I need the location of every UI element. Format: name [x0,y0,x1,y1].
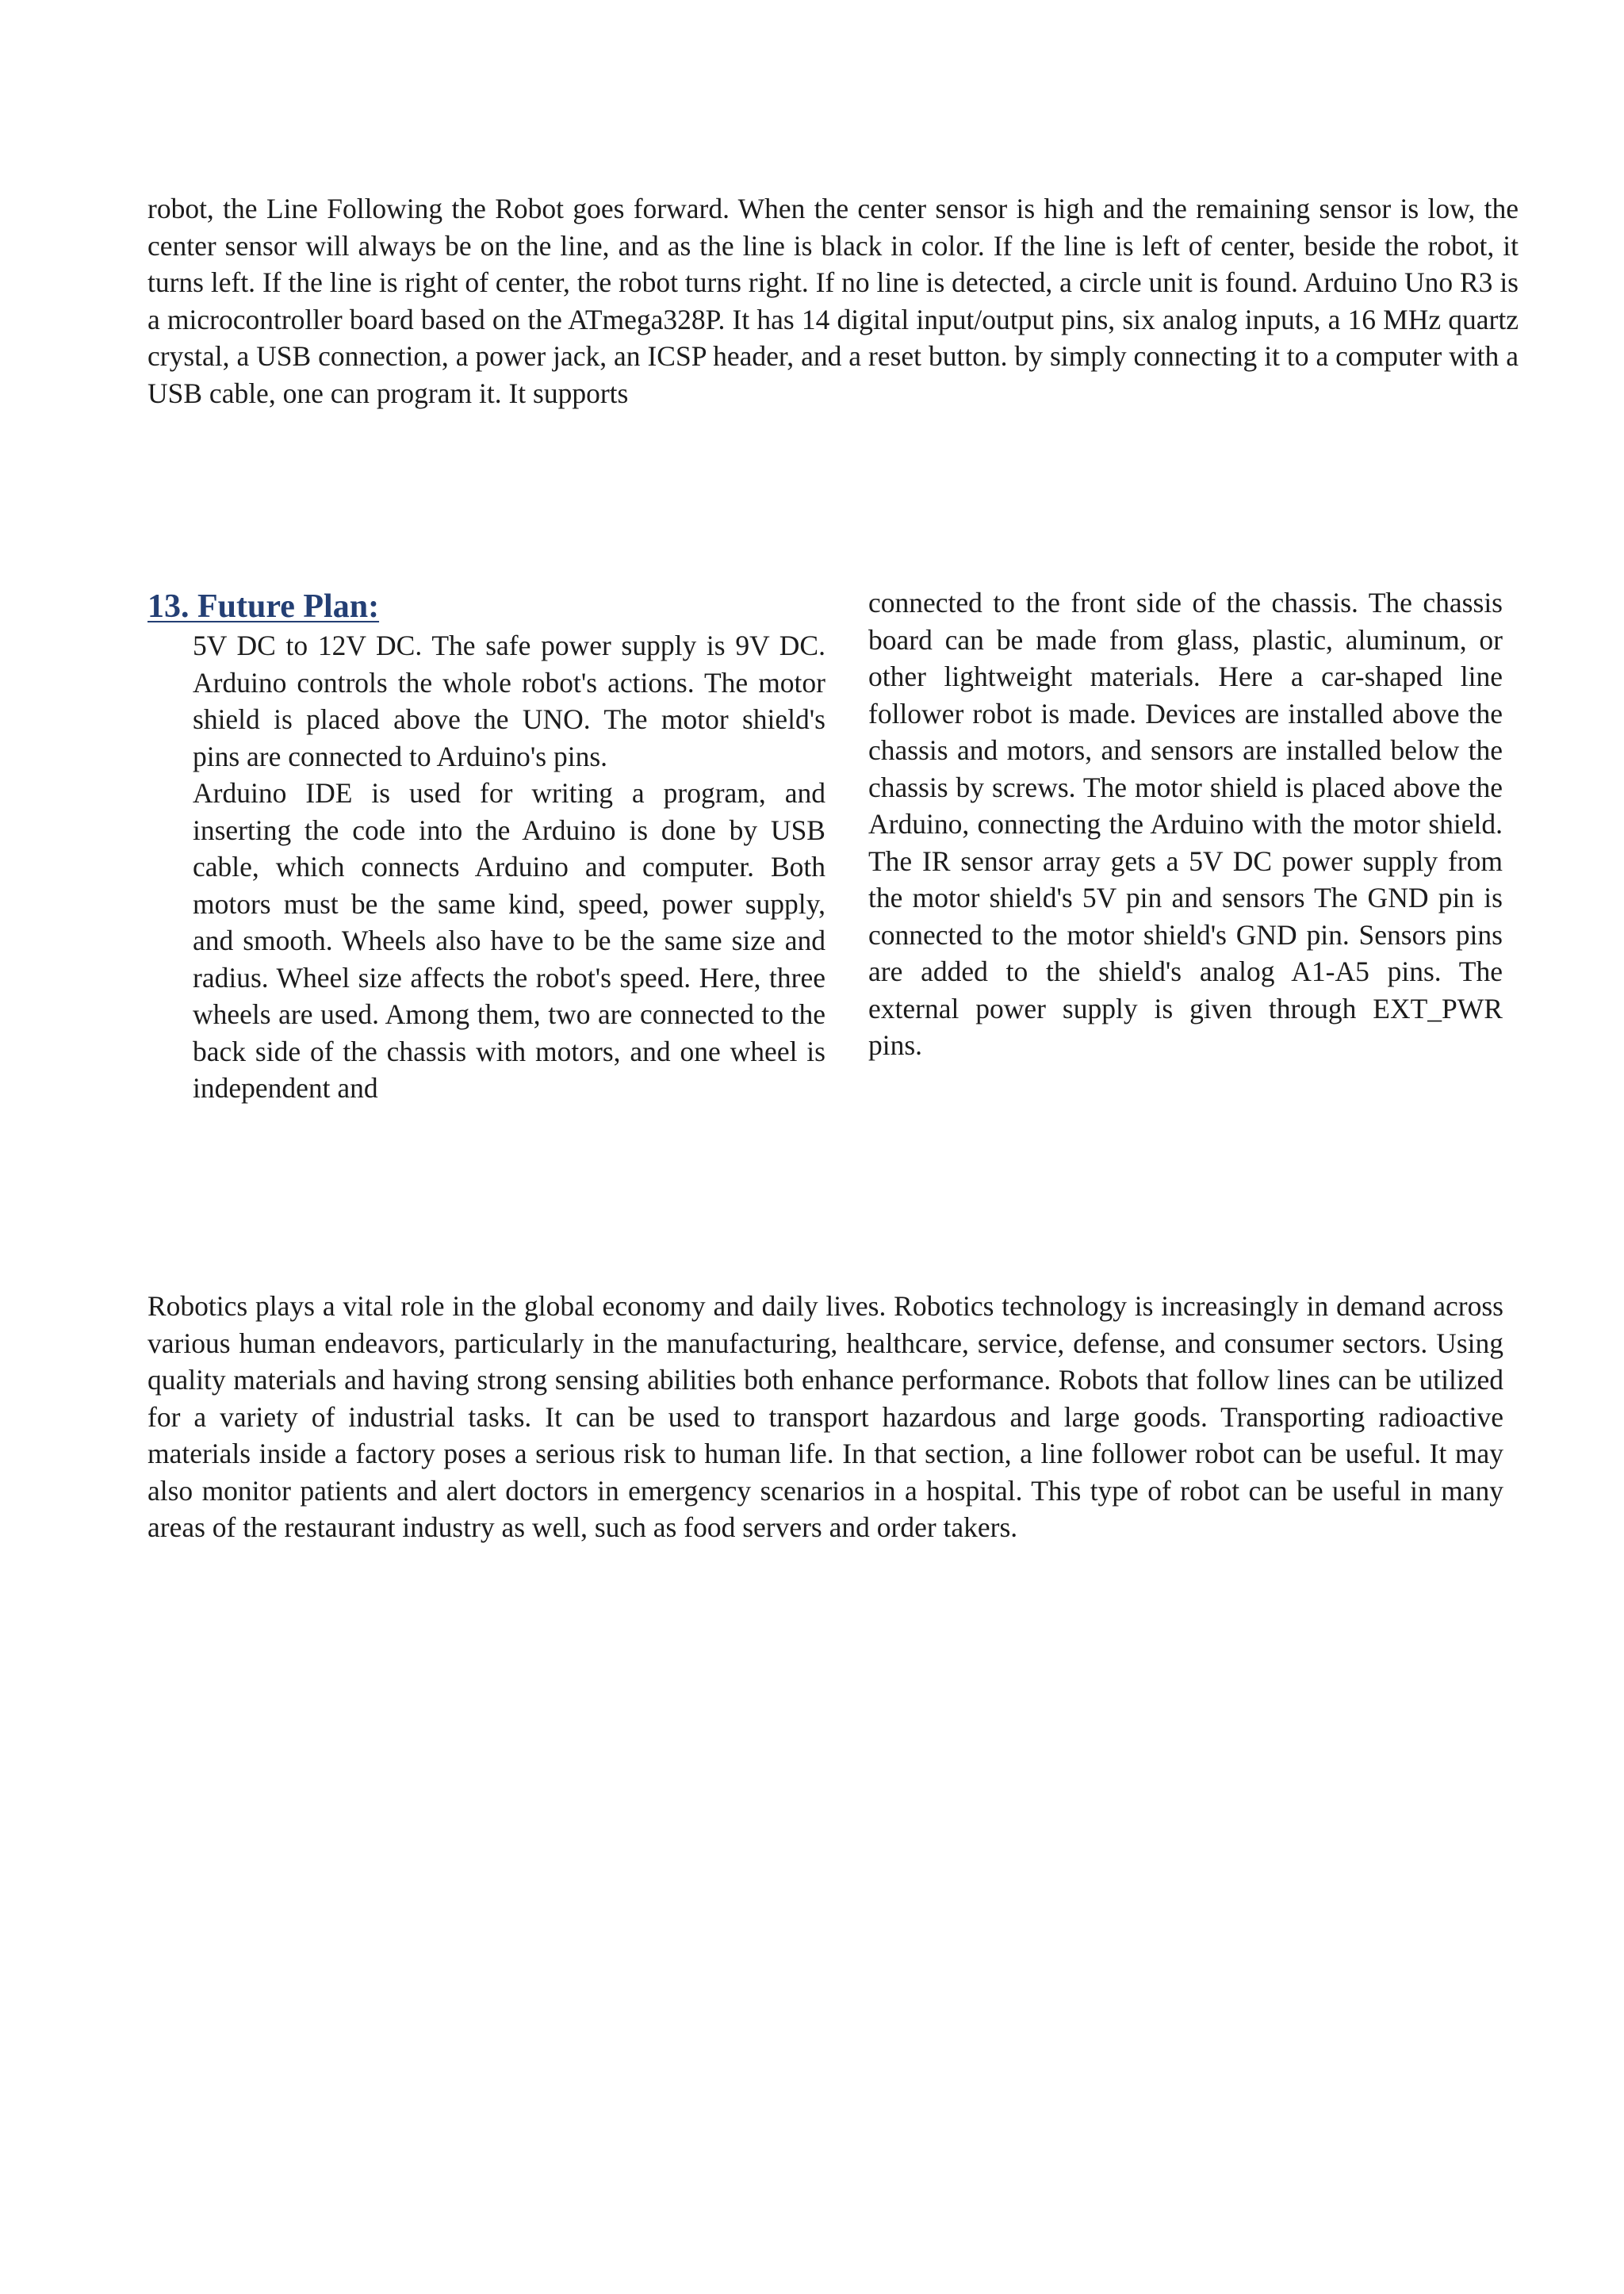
left-column-paragraph-1: 5V DC to 12V DC. The safe power supply is 9V DC. Arduino controls the whole robot's actions. The motor shield is placed above the UNO. The motor shield's pins are connected to Arduino's pins. [193,630,825,772]
left-column-paragraph-2: Arduino IDE is used for writing a program, and inserting the code into the Arduino is done by USB cable, which connects Arduino and computer. Both motors must be the same kind, speed, power supply, and smooth. Wheels also have to be the same size and radius. Wheel size affects the robot's speed. Here, three wheels are used. Among them, two are connected to the back side of the chassis with motors, and one wheel is independent and [193,777,825,1104]
right-column-paragraph: connected to the front side of the chassis. The chassis board can be made from glass, plastic, aluminum, or other lightweight materials. Here a car-shaped line follower robot is made. Devices are installed above the chassis and motors, and sensors are installed below the chassis by screws. The motor shield is placed above the Arduino, connecting the Arduino with the motor shield. The IR sensor array gets a 5V DC power supply from the motor shield's 5V pin and sensors The GND pin is connected to the motor shield's GND pin. Sensors pins are added to the shield's analog A1-A5 pins. The external power supply is given through EXT_PWR pins. [868,587,1503,1061]
left-column [193,627,825,1107]
closing-paragraph: Robotics plays a vital role in the global economy and daily lives. Robotics technology is increasingly in demand across various human endeavors, particularly in the manufacturing, healthcare, service, defense, and consumer sectors. Using quality materials and having strong sensing abilities both enhance performance. Robots that follow lines can be utilized for a variety of industrial tasks. It can be used to transport hazardous and large goods. Transporting radioactive materials inside a factory poses a serious risk to human life. In that section, a line follower robot can be useful. It may also monitor patients and alert doctors in emergency scenarios in a hospital. This type of robot can be useful in many areas of the restaurant industry as well, such as food servers and order takers. [147,1290,1503,1543]
intro-paragraph: robot, the Line Following the Robot goes forward. When the center sensor is high and the remaining sensor is low, the center sensor will always be on the line, and as the line is black in color. If the line is left of center, beside the robot, it turns left. If the line is right of center, the robot turns right. If no line is detected, a circle unit is found. Arduino Uno R3 is a microcontroller board based on the ATmega328P. It has 14 digital input/output pins, six analog inputs, a 16 MHz quartz crystal, a USB connection, a power jack, an ICSP header, and a reset button. by simply connecting it to a computer with a USB cable, one can program it. It supports [147,193,1519,409]
section-heading: 13. Future Plan: [147,588,380,625]
